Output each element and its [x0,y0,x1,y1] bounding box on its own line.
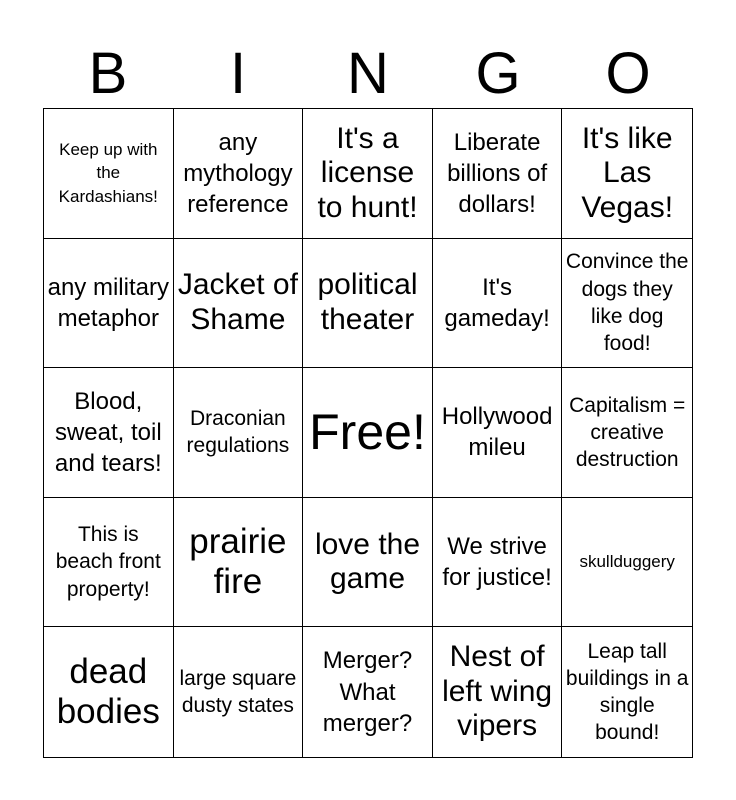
cell-text: Blood, sweat, toil and tears! [54,387,162,478]
cell-text: Draconian regulations [186,407,290,458]
bingo-cell[interactable] [44,498,174,628]
header-letter-g: G [475,41,521,106]
cell-text: Convince the dogs they like dog food! [565,250,689,356]
cell-text: any mythology reference [183,128,293,218]
bingo-cell[interactable] [303,627,433,757]
bingo-cell[interactable] [303,498,433,628]
cell-text: Keep up with the Kardashians! [58,139,158,207]
bingo-cell[interactable] [44,627,174,757]
header-letter-i: I [229,41,247,106]
cell-text: Leap tall buildings in a single bound! [565,639,689,745]
cell-text: skullduggery [579,552,675,572]
bingo-cell[interactable] [562,368,692,498]
bingo-cell[interactable] [303,109,433,239]
cell-text: any military metaphor [47,273,169,332]
cell-text: Merger? What merger? [322,647,413,737]
cell-text: Capitalism = creative destruction [569,393,686,472]
cell-text: It's gameday! [444,273,550,332]
cell-text: This is beach front property! [55,523,161,601]
bingo-cell[interactable] [44,368,174,498]
cell-text: We strive for justice! [442,532,552,592]
cell-text: political theater [317,268,418,336]
bingo-header [43,40,693,108]
cell-text: It's a license to hunt! [317,121,418,224]
bingo-cell[interactable] [562,627,692,757]
cell-text: dead bodies [56,651,160,732]
bingo-cell[interactable] [174,368,304,498]
cell-text: Hollywood mileu [441,403,553,462]
bingo-cell[interactable] [433,109,563,239]
bingo-cell[interactable] [433,368,563,498]
bingo-board [43,108,693,758]
bingo-cell[interactable] [174,498,304,628]
bingo-cell[interactable] [44,239,174,369]
bingo-cell[interactable] [433,627,563,757]
bingo-cell[interactable] [303,239,433,369]
header-letter-b: B [88,41,128,106]
bingo-cell[interactable] [562,498,692,628]
bingo-cell[interactable] [433,239,563,369]
header-letter-n: N [347,41,389,106]
cell-text: prairie fire [189,521,287,602]
bingo-cell[interactable] [44,109,174,239]
bingo-cell[interactable] [174,239,304,369]
cell-text: It's like Las Vegas! [581,121,674,224]
bingo-cell[interactable] [562,109,692,239]
bingo-cell[interactable] [433,498,563,628]
free-space-text: Free! [309,404,426,461]
cell-text: love the game [314,527,421,596]
bingo-cell[interactable] [562,239,692,369]
header-letter-o: O [605,41,651,106]
free-space-cell[interactable] [303,368,433,498]
cell-text: Jacket of Shame [177,268,298,336]
cell-text: Nest of left wing vipers [442,640,553,743]
cell-text: Liberate billions of dollars! [447,128,548,218]
bingo-cell[interactable] [174,627,304,757]
bingo-cell[interactable] [174,109,304,239]
cell-text: large square dusty states [179,666,297,718]
